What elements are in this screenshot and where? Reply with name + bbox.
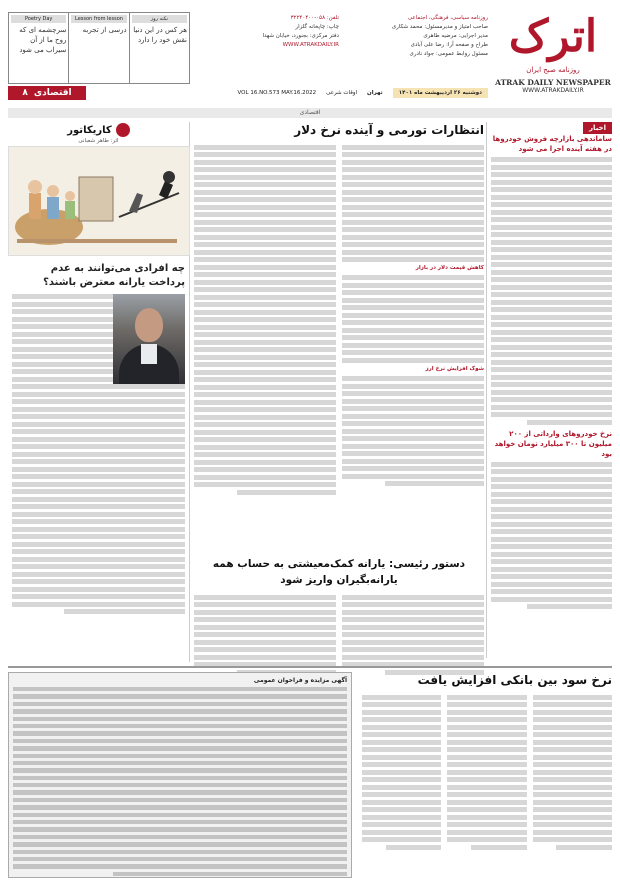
staff-box: [198, 14, 488, 76]
english-name: ATRAK DAILY NEWSPAPER: [495, 78, 611, 87]
page-number-badge: [8, 86, 86, 100]
top-ad-body: سرچشمه ای که روح ما از آن سیراب می شود: [19, 26, 67, 54]
legal-ad: [8, 672, 352, 878]
top-ads-box: [8, 12, 190, 84]
article-column: [194, 592, 336, 677]
logo: [494, 8, 612, 100]
ad-body: [13, 687, 347, 876]
bank-article-body: [362, 692, 612, 876]
interview-headline[interactable]: چه افرادی می‌توانند به عدم پرداخت یارانه معترض باشند؟: [43, 263, 185, 288]
staff-line: چاپ: چاپخانه گلزار: [295, 24, 339, 30]
secondary-article: [194, 556, 484, 677]
staff-line: دفتر مرکزی: بجنورد، خیابان شهدا: [262, 33, 339, 39]
logo-subtitle: روزنامه صبح ایران: [526, 66, 580, 74]
article-column: [447, 692, 526, 876]
secondary-headline[interactable]: دستور رئیسی: یارانه کمک‌معیشتی به حساب همه یارانه‌بگیران واریز شود: [212, 558, 466, 586]
cartoon-image: [8, 146, 190, 256]
section-band: اقتصادی: [8, 108, 612, 118]
left-column: [8, 122, 190, 662]
ad-title: آگهی مزایده و فراخوان عمومی: [253, 677, 347, 684]
article-column: [362, 692, 441, 876]
article-column: [194, 142, 336, 522]
city-label: تهران: [367, 90, 383, 96]
cartoon-header: [8, 122, 189, 138]
cartoon-icon: [116, 123, 130, 137]
main-article-body: [194, 142, 484, 522]
top-ad-body: هر کس در این دنیا نقش خود را دارد: [133, 26, 187, 44]
staff-line: WWW.ATRAKDAILY.IR: [282, 42, 339, 48]
staff-line: مدیر اجرایی: مرضیه طاهری: [423, 33, 488, 39]
top-ad-header: نکته روز: [132, 15, 187, 23]
main-headline[interactable]: انتظارات تورمی و آینده نرخ دلار: [294, 123, 484, 137]
cartoon-author: اثر: طاهر شعبانی: [78, 138, 119, 144]
top-ad-header: Poetry Day: [11, 15, 66, 23]
staff-line: مسئول روابط عمومی: جواد نادری: [409, 51, 488, 57]
news-item-body: [491, 157, 612, 425]
top-ad: [69, 13, 129, 83]
page-bar: [8, 86, 190, 100]
staff-line: تلفن: ۰۵۸-۳۲۲۴۰۴۰۰: [290, 15, 339, 21]
site-url[interactable]: WWW.ATRAKDAILY.IR: [522, 87, 584, 94]
logo-mark: اترک: [508, 11, 598, 62]
top-ad: [9, 13, 69, 83]
bottom-section: [8, 666, 612, 880]
cartoon-title: کاریکاتور: [67, 124, 112, 136]
article-column: [342, 592, 484, 677]
portrait-photo: [113, 294, 185, 384]
issue-date: دوشنبه ۲۶ اردیبهشت ماه ۱۴۰۱: [393, 88, 488, 98]
prayer-label: اوقات شرعی: [326, 90, 358, 96]
bank-headline[interactable]: نرخ سود بین بانکی افزایش یافت: [417, 673, 612, 687]
news-item-title[interactable]: نرخ خودروهای وارداتی از ۲۰۰ میلیون تا ۳۰۰ میلیارد تومان خواهد بود: [494, 429, 612, 458]
staff-line: طراح و صفحه آرا: رضا علی آبادی: [410, 42, 488, 48]
main-article: [194, 122, 484, 552]
top-ad-body: درسی از تجربه: [82, 26, 127, 34]
article-subhead: کاهش قیمت دلار در بازار: [415, 265, 484, 271]
newspaper-page: [8, 8, 612, 880]
staff-line: صاحب امتیاز و مدیرمسئول: محمد شکاری: [391, 24, 488, 30]
top-ad-header: Lesson from lesson: [71, 15, 126, 23]
article-subhead: شوک افزایش نرخ ارز: [425, 365, 484, 372]
page-number: ۸: [22, 88, 28, 98]
article-column: [533, 692, 612, 876]
volume-label: VOL 16.NO.573 MAY.16.2022: [237, 90, 317, 96]
bank-article: [362, 672, 612, 688]
masthead: [8, 8, 612, 108]
top-ad: [130, 13, 189, 83]
dateline: [198, 86, 488, 100]
news-column: [486, 122, 612, 658]
article-column: [342, 142, 484, 522]
page-label: اقتصادی: [33, 88, 72, 98]
news-tag: اخبار: [583, 122, 612, 134]
staff-line: روزنامه سیاسی، فرهنگی، اجتماعی: [407, 15, 488, 21]
news-item-title[interactable]: ساماندهی بازارچه فروش خودروها در هفته آینده اجرا می شود: [492, 135, 612, 153]
news-item-body: [491, 462, 612, 610]
